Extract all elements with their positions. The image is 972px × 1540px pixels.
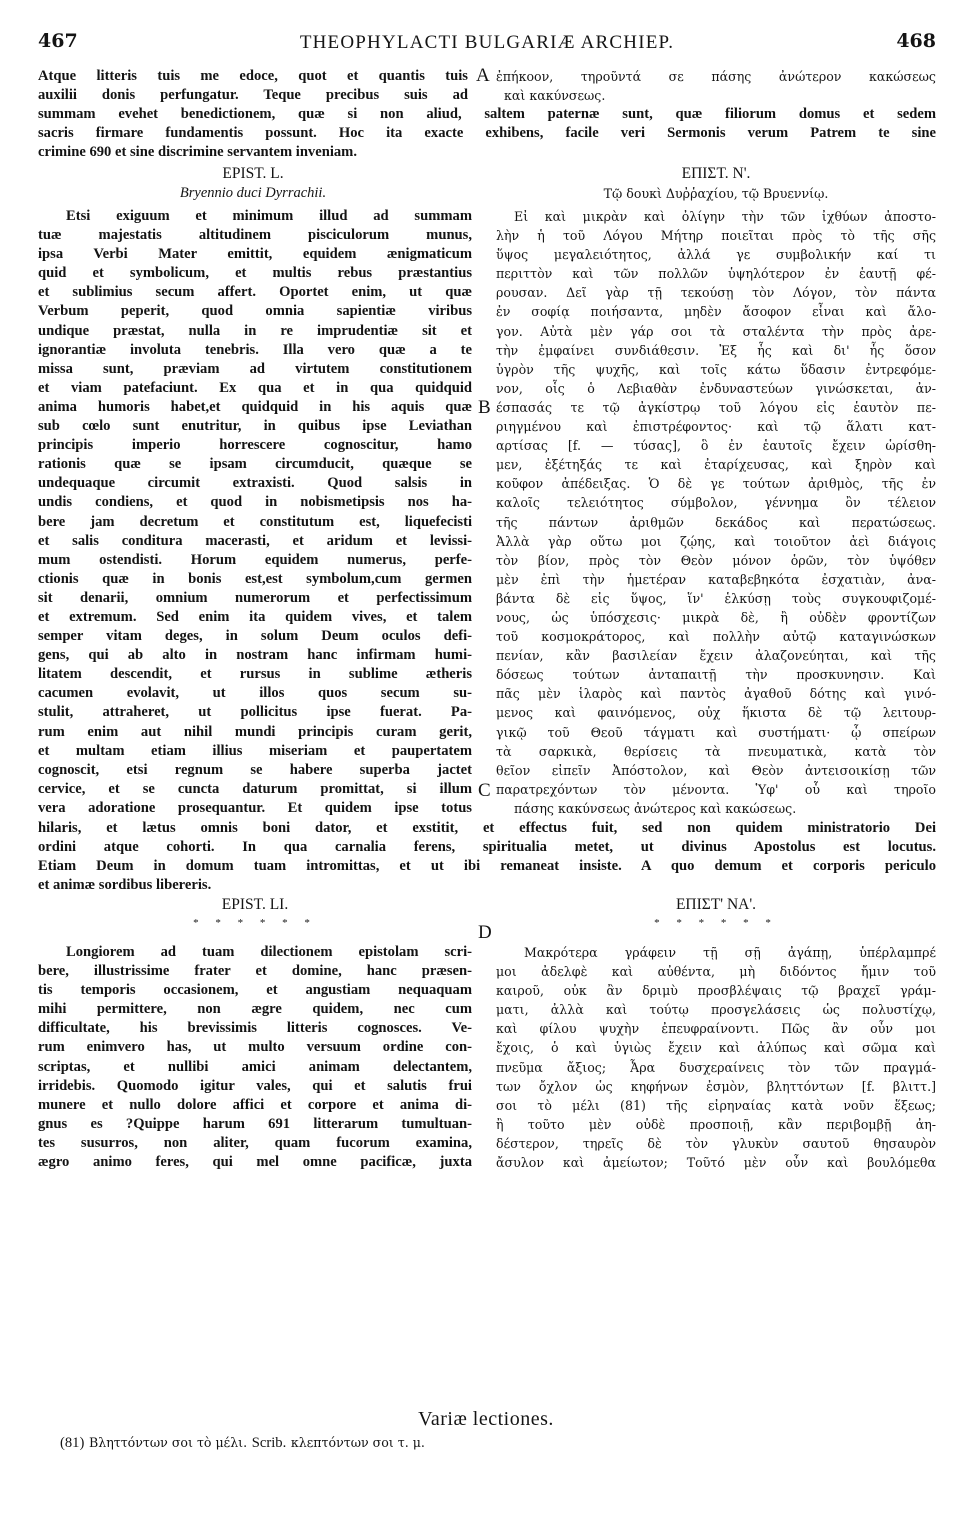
text-line: Μακρότερα γράφειν τῇ σῇ ἀγάπῃ, ὑπέρλαμπρέ xyxy=(524,945,936,960)
epist-51-greek-head xyxy=(496,895,936,932)
text-line: crimine 690 et sine discrimine servantem inveniam. xyxy=(38,144,357,161)
footnote-greek-emendation: κλεπτόντων σοι τ. μ. xyxy=(290,1435,425,1450)
text-line: καιροῦ, οὐκ ἂν δριμὺ προσβλέψαις τῷ βραχεῖ γράμ- xyxy=(496,983,936,999)
text-line: τὸν βίον, πρὸς τὸν Θεὸν μόνον ὁρῶν, τὸν ὑψόθεν xyxy=(496,552,936,568)
footnote-latin: Scrib. xyxy=(251,1435,287,1451)
text-line: ἢ τοῦτο μὲν οὐδὲ προσποιῇ, κἂν περιβομβῇ ἀη- xyxy=(496,1116,936,1132)
text-line: περιττὸν καὶ τῶν πολλῶν ὑψηλότερον ἐν ἑαυτῇ φέ- xyxy=(496,266,936,282)
text-line: γον. Αὐτὰ μὲν γάρ σοι τὰ σταλέντα τὴν πρὸς ἀρε- xyxy=(496,323,936,339)
text-line: Ἀλλὰ γὰρ οὕτω μοι ζῴης, καὶ τοιοῦτον ἀεὶ διάγοις xyxy=(496,533,936,549)
text-line: undequaque circumit extraxisti. Quod salsis in xyxy=(38,475,472,492)
text-line: mihi permittere, non ægre quidem, nec cum xyxy=(38,1001,472,1018)
text-line: et viam patefaciunt. Ex qua et in qua quidquid xyxy=(38,379,472,396)
epist-51-latin-column xyxy=(38,943,472,1172)
top-full-width-text xyxy=(38,105,936,162)
text-line: των ὄχλον ὡς κηφήνων ἐσμὸν, βληττόντων [f. βλιττ.] xyxy=(496,1078,936,1094)
text-line: missa sunt, præviam ad virtutem constitutionem xyxy=(38,360,472,377)
text-line: παρατρεχόντων τὸν μένοντα. Ὑφ' οὗ καὶ τηροῖο xyxy=(496,781,936,797)
margin-marker-a: A xyxy=(476,65,490,86)
text-line: ὑγρὸν τῆς ψυχῆς, καὶ τοῖς κάτω ὕδασιν ἐντρεφόμε- xyxy=(496,361,936,377)
text-line: munere et nullo dolore affici et corpore et anima di- xyxy=(38,1096,472,1113)
text-line: summam evehet benedictionem, quæ si non aliud, saltem paternæ sunt, quæ filiorum domus et sedem xyxy=(38,106,936,122)
text-line: κοῦφον ἀπέδειξας. Ὁ δὲ γε τούτων ἀριθμὸς, τῆς ἐν xyxy=(496,476,936,492)
footnote-greek: Βληττόντων σοι τὸ μέλι. xyxy=(88,1435,248,1450)
text-line: undique præstat, nulla in re imprudentiæ sit et xyxy=(38,322,472,339)
text-line: gens, qui ab alto in nostram hanc infirmam humi- xyxy=(38,647,472,664)
text-line: rationis quæ se ipsam circumducit, quæque se xyxy=(38,456,472,473)
epist-51-greek-column xyxy=(496,943,936,1172)
text-line: tis temporis occasionem, et angustiam nequaquam xyxy=(38,982,472,999)
epist-50-greek-column xyxy=(496,207,936,818)
text-line: stulit, attraheret, ut pollicitus ipse fuerat. Pa- xyxy=(38,704,472,721)
text-line: μεν, ἐξέτηξάς τε καὶ ἐταρίχευσας, καὶ ξηρὸν καὶ xyxy=(496,457,936,473)
text-line: et salis conditura macerasti, et aridum et levissi- xyxy=(38,532,472,549)
text-line: πᾶς μὲν ἱλαρὸς καὶ παντὸς ἀγαθοῦ δότης καὶ γινό- xyxy=(496,686,936,702)
text-line: ctionis quæ in bonis est,est symbolum,cum germen xyxy=(38,570,472,587)
text-line: rum enimvero has, ut multo versuum ordine con- xyxy=(38,1039,472,1056)
text-line: quid et symbolicum, et multis rebus præstantius xyxy=(38,265,472,282)
text-line: τοῦ κοσμοκράτορος, καὶ πολλὴν αὐτῷ καταγινώσκων xyxy=(496,629,936,645)
epist-50-full-width-text xyxy=(38,819,936,895)
text-line: ὕψος μεγαλειότητος, ἀλλά γε συμβολικήν καί τι xyxy=(496,247,936,263)
text-line: μοι ἀδελφὲ καὶ αὐθέντα, μὴ διδόντος ἤμιν τοῦ xyxy=(496,964,936,980)
epist-50-latin-column xyxy=(38,207,472,818)
text-line: ægro animo feres, qui mel omne pacificæ, juxta xyxy=(38,1154,472,1171)
margin-marker-d: D xyxy=(478,922,492,943)
text-line: ρουσαν. Δεῖ γὰρ τῇ τεκούσῃ τὸν Λόγον, τὸν πάντα xyxy=(496,285,936,301)
text-line: et multam etiam illius miseriam et paupertatem xyxy=(38,742,472,759)
running-title: THEOPHYLACTI BULGARIÆ ARCHIEP. xyxy=(299,32,675,53)
text-line: λὴν ἡ τοῦ Λόγου Μήτηρ ποιεῖται πρὸς τὸ τῆς σῆς xyxy=(496,228,936,244)
text-line: Verbum peperit, quod omnia sapientiæ viribus xyxy=(38,303,472,320)
text-line: cacumen evolavit, ut illos quos secum su- xyxy=(38,685,472,702)
text-line: irridebis. Quomodo igitur vales, qui et salutis frui xyxy=(38,1077,472,1094)
text-line: Longiorem ad tuam dilectionem epistolam scri- xyxy=(66,944,472,960)
text-line: cervice, et se cuncta daturum promittat, si illum xyxy=(38,780,472,797)
text-line: rum enim aut nihil mundi principis curam gerit, xyxy=(38,723,472,740)
epistle-heading: ΕΠΙΣΤ. Ν'. xyxy=(681,165,751,182)
margin-marker-b: B xyxy=(478,397,491,418)
margin-marker-c: C xyxy=(478,780,491,801)
text-line: sit denarii, omnium numerorum et perfectissimum xyxy=(38,589,472,606)
epistle-heading: EPIST. L. xyxy=(222,165,284,182)
text-line: καὶ φίλου ψυχὴν ἐπευφραίνοντι. Πῶς ἂν οὖν μοι xyxy=(496,1021,936,1037)
epistle-address: Τῷ δουκὶ Δυῤῥαχίου, τῷ Βρυεννίῳ. xyxy=(603,185,829,201)
text-line: μὲν ἐπὶ τὴν ἡμετέραν καταβεβηκότα ἐσχατιὰν, ἀνα- xyxy=(496,571,936,587)
page-number-left: 467 xyxy=(38,30,78,52)
text-line: vera adoratione prosequantur. Et quidem ipse totus xyxy=(38,799,472,816)
text-line: bere, illustrissime frater et domine, hanc præsen- xyxy=(38,963,472,980)
text-line: Atque litteris tuis me edoce, quot et quantis tuis xyxy=(38,68,468,84)
text-line: et sublimius secum affert. Oportet enim, ut quæ xyxy=(38,284,472,301)
variae-lectiones-title: Variæ lectiones. xyxy=(418,1408,554,1430)
text-line: αρτίσας [f. — τύσας], ὃ ἐν ἑαυτοῖς ἔχειν ὡρίσθη- xyxy=(496,438,936,454)
text-line: principis imperio horrescere cognoscitur, hamo xyxy=(38,437,472,454)
epist-50-latin-head xyxy=(38,164,468,203)
text-line: Εἰ καὶ μικρὰν καὶ ὀλίγην τὴν τῶν ἰχθύων ἀποστο- xyxy=(514,209,936,224)
text-line: βάντα δὲ εἰς ὕψος, ἵν' ἑλκύσῃ τοὺς συγκουφιζομέ- xyxy=(496,590,936,606)
text-line: et animæ sordibus libereris. xyxy=(38,877,212,894)
epistle-heading: EPIST. LI. xyxy=(221,896,289,913)
text-line: semper vitam deges, in solum Deum oculos defi- xyxy=(38,628,472,645)
epist-50-greek-head xyxy=(496,164,936,203)
text-line: et extremum. Sed enim ita quidem vives, et talem xyxy=(38,608,472,625)
text-line: σοι τὸ μέλι (81) τῆς εἰρηναίας κατὰ νοῦν ἕξεως; xyxy=(496,1097,936,1113)
text-line: Etsi exiguum et minimum illud ad summam xyxy=(66,208,472,224)
text-line: anima humoris habet,et quidquid in his aquis quæ xyxy=(38,398,472,415)
top-greek-column xyxy=(496,67,936,105)
text-line: ματι, ἀλλὰ καὶ τούτῳ προσγελάσεις ὡς πολυστίχῳ, xyxy=(496,1002,936,1018)
text-line: γικῷ τοῦ Θεοῦ τάγματι καὶ συστήματι· ᾧ σπείρων xyxy=(496,724,936,740)
text-line: litatem descendit, et rursus in sublime ætheris xyxy=(38,666,472,683)
text-line: cognoscit, etsi regnum se habere superba jactet xyxy=(38,761,472,778)
text-line: ordini atque cohorti. In qua carnalia ferens, spiritualia metet, ut divinus Apostolus est locutus. xyxy=(38,839,936,856)
asterism: * * * * * * xyxy=(654,916,778,929)
text-line: sub cœlo sunt enutritur, in quibus ipse Leviathan xyxy=(38,418,472,435)
page-number-right: 468 xyxy=(896,30,936,52)
text-line: ἄσυλον καὶ ἀμείωτον; Τοῦτό μὲν οὖν καὶ βουλόμεθα xyxy=(496,1155,936,1171)
text-line: gnus es ?Quippe harum 691 litterarum tumultuan- xyxy=(38,1115,472,1132)
text-line: τὰ σαρκικὰ, θερίσεις τὰ πνευματικὰ, κατὰ τὸν xyxy=(496,743,936,759)
epistle-address: Bryennio duci Dyrrachii. xyxy=(179,184,327,201)
text-line: scriptas, et nullibi amici animam delectantem, xyxy=(38,1058,472,1075)
text-line: ἐν σοφίᾳ ποιήσαντα, μηδὲν ἄσοφον εἶναι καὶ ἄλο- xyxy=(496,304,936,320)
text-line: καὶ κακύνσεως. xyxy=(504,88,606,104)
text-line: bere jam decretum et constitutum est, liquefecisti xyxy=(38,513,472,530)
text-line: ipsa Verbi Mater emittit, equidem ænigmaticum xyxy=(38,246,472,263)
text-line: τῆς πάντων ἀριθμῶν δεκάδος καὶ περατώσεως. xyxy=(496,514,936,530)
page-header xyxy=(38,30,936,64)
asterism: * * * * * * xyxy=(193,916,317,929)
text-line: νους, ὡς ὑπόσχεσις· μικρὰ δὲ, ἢ οὐδὲν φροντίζων xyxy=(496,609,936,625)
text-line: ἐπήκοον, τηροῦντά σε πάσης ἀνώτερον κακώσεως xyxy=(496,69,936,84)
text-line: auxilii donis perfungatur. Teque precibus suis ad xyxy=(38,87,468,104)
text-line: tuæ majestatis altitudinem pisciculorum munus, xyxy=(38,227,472,244)
text-line: undis condiens, et quod in nobismetipsis nos ha- xyxy=(38,494,472,511)
text-line: difficultate, his brevissimis litteris cognosces. Ve- xyxy=(38,1020,472,1037)
text-line: καλοῖς τελειότητος σύμβολον, γέννημα ὂν τέλειον xyxy=(496,495,936,511)
text-line: νον, οἷς ὁ Λεβιαθὰν ἐνδυναστεύων γινώσκεται, ἀν- xyxy=(496,380,936,396)
text-line: πνεῦμα ἄξιος; Ἆρα δυσχεραίνεις τὸν τῶν πραγμά- xyxy=(496,1059,936,1075)
text-line: δόσεως τούτων ἀνταπαιτῇ τὴν προσκυνησιν. Καὶ xyxy=(496,667,936,683)
epistle-heading: ΕΠΙΣΤ' ΝΑ'. xyxy=(675,896,757,913)
footnote-number: (81) xyxy=(60,1435,85,1451)
text-line: hilaris, et lætus omnis boni dator, et exstitit, et effectus fuit, sed non quidem ministratorio Dei xyxy=(38,820,936,836)
text-line: mum ostendisti. Horum equidem numerus, perfe- xyxy=(38,551,472,568)
text-line: θεῖον εἰπεῖν Ἀπόστολον, καὶ Θεὸν ἀντεισοικίσῃ τῶν xyxy=(496,762,936,778)
text-line: Etiam Deum in domum tuam intromittas, et ut ibi remaneat insiste. A quo demum et corporis periculo xyxy=(38,858,936,875)
text-line: πάσης κακύνσεως ἀνώτερος καὶ κακώσεως. xyxy=(514,800,797,816)
text-line: δέστερον, τηρεῖς δὲ τὸν γλυκὺν σαυτοῦ θησαυρὸν xyxy=(496,1135,936,1151)
text-line: έσπασάς τε τῷ ἀγκίστρῳ τοῦ λόγου εἰς ἑαυτὸν πε- xyxy=(496,399,936,415)
text-line: ριηγμένου καὶ ἐπιστρέφοντος· καὶ τῷ ἅλατι κατ- xyxy=(496,419,936,435)
text-line: ignorantiæ involuta tenebris. Illa vero quæ a te xyxy=(38,341,472,358)
text-line: ἔχοις, ὁ καὶ ὑγιὼς ἔχειν καὶ ἀλύπως καὶ σῶμα καὶ xyxy=(496,1040,936,1056)
text-line: μενος καὶ φαινόμενος, οὐχ ἥκιστα δὲ τῷ λειτουρ- xyxy=(496,705,936,721)
footnote-81 xyxy=(60,1434,425,1452)
text-line: sacris firmare fundamentis possunt. Hoc ita exacte exhibens, facile veri Sermonis verum Patrem te sine xyxy=(38,125,936,142)
text-line: πενίαν, κἂν βασιλείαν ἔχειν ἀλαζονεύηται, καὶ τῆς xyxy=(496,648,936,664)
top-latin-column xyxy=(38,67,468,105)
text-line: tes susurros, non aliter, quam fucorum examina, xyxy=(38,1134,472,1151)
epist-51-latin-head xyxy=(38,895,472,932)
text-line: τὴν ἐμφαίνει συνδιάθεσιν. Ἐξ ἧς καὶ δι' ἧς ὅσον xyxy=(496,342,936,358)
